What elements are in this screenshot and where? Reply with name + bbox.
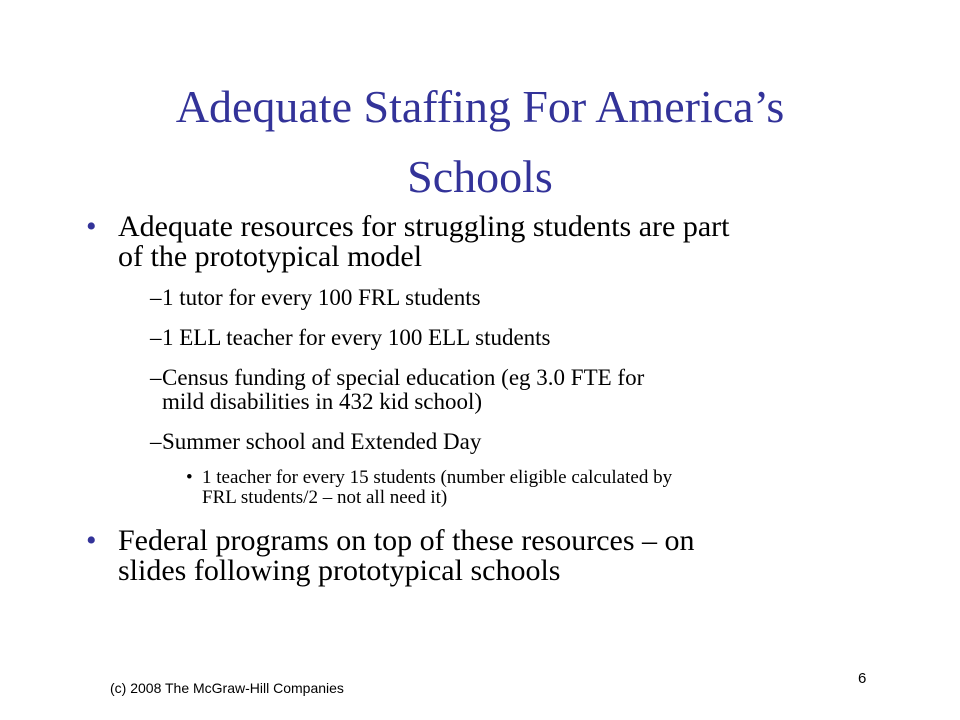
bullet-list — [80, 212, 900, 586]
sub-bullet-text-line: mild disabilities in 432 kid school) — [162, 389, 483, 414]
sub-bullet-text-line: 1 tutor for every 100 FRL students — [162, 285, 481, 310]
sub-bullet-item — [80, 326, 900, 350]
bullet-text-line: Federal programs on top of these resources – on — [118, 524, 695, 557]
slide-title — [80, 72, 880, 212]
sub-sub-bullet-text-line: 1 teacher for every 15 students (number eligible calculated by — [202, 467, 673, 488]
copyright-footer: (c) 2008 The McGraw-Hill Companies — [110, 680, 344, 696]
bullet-text-line: Adequate resources for struggling students are part — [118, 210, 730, 243]
slide-title-line-2: Schools — [407, 151, 553, 202]
bullet-dot-icon: • — [86, 210, 97, 243]
sub-bullet-item — [80, 366, 900, 414]
sub-bullet-item — [80, 286, 900, 310]
bullet-item — [80, 212, 900, 272]
sub-bullet-text-line: Summer school and Extended Day — [162, 429, 482, 454]
small-bullet-icon: • — [186, 467, 193, 488]
dash-icon: – — [150, 365, 162, 390]
bullet-text-line: of the prototypical model — [118, 240, 423, 273]
page-number: 6 — [858, 670, 867, 687]
bullet-text-line: slides following prototypical schools — [118, 554, 561, 587]
slide-title-line-1: Adequate Staffing For America’s — [175, 81, 785, 132]
sub-sub-bullet-item — [80, 468, 900, 508]
dash-icon: – — [150, 429, 162, 454]
sub-bullet-text-line: Census funding of special education (eg 3.0 FTE for — [162, 365, 645, 390]
bullet-dot-icon: • — [86, 524, 97, 557]
dash-icon: – — [150, 325, 162, 350]
sub-bullet-item — [80, 430, 900, 454]
sub-sub-bullet-text-line: FRL students/2 – not all need it) — [202, 487, 448, 508]
bullet-item — [80, 526, 900, 586]
sub-bullet-text-line: 1 ELL teacher for every 100 ELL students — [162, 325, 551, 350]
dash-icon: – — [150, 285, 162, 310]
